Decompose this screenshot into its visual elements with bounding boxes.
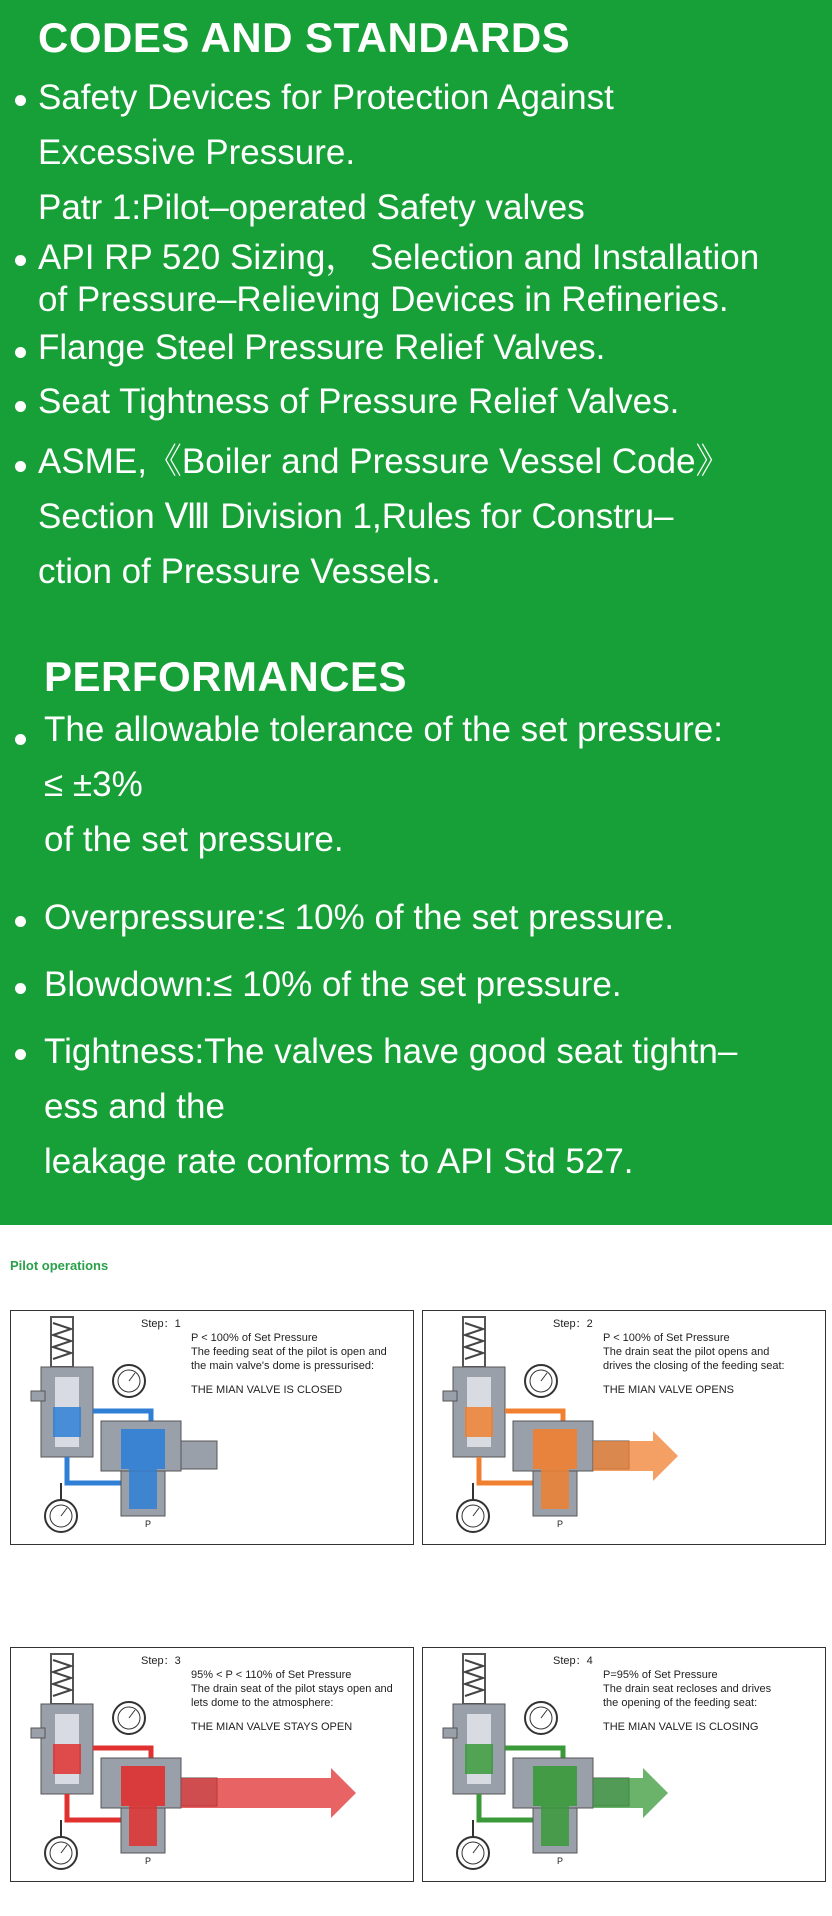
pressure-inlet-label: P <box>557 1519 564 1529</box>
valve-status-text: THE MIAN VALVE OPENS <box>603 1384 735 1396</box>
valve-status-text: THE MIAN VALVE STAYS OPEN <box>191 1721 353 1733</box>
valve-status-text: THE MIAN VALVE IS CLOSING <box>603 1721 759 1733</box>
performances-line: Blowdown:≤ 10% of the set pressure. <box>44 965 622 1004</box>
performances-line: leakage rate conforms to API Std 527. <box>44 1142 634 1181</box>
codes-line: API RP 520 Sizing， Selection and Installation <box>38 238 760 277</box>
step-description-line: 95% < P < 110% of Set Pressure <box>191 1669 352 1681</box>
performances-line: ess and the <box>44 1087 225 1126</box>
codes-title: CODES AND STANDARDS <box>38 14 571 61</box>
bullet-icon <box>15 255 26 266</box>
bullet-icon <box>15 916 26 927</box>
pressure-inlet-label: P <box>557 1856 564 1866</box>
bullet-icon <box>15 461 26 472</box>
performances-line: Overpressure:≤ 10% of the set pressure. <box>44 898 675 937</box>
step-description-line: The feeding seat of the pilot is open and <box>191 1346 387 1358</box>
performances-line: of the set pressure. <box>44 820 344 859</box>
pressure-inlet-label: P <box>145 1519 152 1529</box>
pilot-step-panel <box>10 1647 414 1882</box>
pilot-operations-title: Pilot operations <box>10 1258 109 1273</box>
step-description-line: P < 100% of Set Pressure <box>191 1332 318 1344</box>
codes-line: ASME,《Boiler and Pressure Vessel Code》 <box>38 442 731 481</box>
step-description-line: lets dome to the atmosphere: <box>191 1697 334 1709</box>
pilot-step-panel <box>10 1310 414 1545</box>
step-label: Step：3 <box>141 1655 181 1667</box>
step-description-line: The drain seat of the pilot stays open and <box>191 1683 393 1695</box>
codes-line: Flange Steel Pressure Relief Valves. <box>38 328 606 367</box>
step-label: Step：2 <box>553 1318 593 1330</box>
codes-line: ction of Pressure Vessels. <box>38 552 441 591</box>
codes-line: Safety Devices for Protection Against <box>38 78 614 117</box>
step-description-line: The drain seat the pilot opens and <box>603 1346 770 1358</box>
bullet-icon <box>15 1049 26 1060</box>
step-description-line: drives the closing of the feeding seat: <box>603 1360 785 1372</box>
performances-line: Tightness:The valves have good seat tightn– <box>44 1032 738 1071</box>
performances-title: PERFORMANCES <box>44 653 408 700</box>
step-description-line: the opening of the feeding seat: <box>603 1697 758 1709</box>
bullet-icon <box>15 347 26 358</box>
codes-line: Seat Tightness of Pressure Relief Valves. <box>38 382 680 421</box>
step-label: Step：1 <box>141 1318 181 1330</box>
codes-line: Excessive Pressure. <box>38 133 356 172</box>
step-description-line: P=95% of Set Pressure <box>603 1669 718 1681</box>
performances-line: ≤ ±3% <box>44 765 143 804</box>
bullet-icon <box>15 401 26 412</box>
pilot-step-panel <box>422 1647 826 1882</box>
bullet-icon <box>15 983 26 994</box>
performances-line: The allowable tolerance of the set pressure: <box>44 710 723 749</box>
step-description-line: P < 100% of Set Pressure <box>603 1332 730 1344</box>
bullet-icon <box>15 95 26 106</box>
bullet-icon <box>15 734 26 745</box>
step-label: Step：4 <box>553 1655 593 1667</box>
pilot-step-panel <box>422 1310 826 1545</box>
codes-line: Patr 1:Pilot–operated Safety valves <box>38 188 585 227</box>
step-description-line: the main valve's dome is pressurised: <box>191 1360 375 1372</box>
codes-line: Section Ⅷ Division 1,Rules for Constru– <box>38 497 674 536</box>
step-description-line: The drain seat recloses and drives <box>603 1683 772 1695</box>
valve-status-text: THE MIAN VALVE IS CLOSED <box>191 1384 343 1396</box>
pressure-inlet-label: P <box>145 1856 152 1866</box>
codes-line: of Pressure–Relieving Devices in Refineries. <box>38 280 729 319</box>
